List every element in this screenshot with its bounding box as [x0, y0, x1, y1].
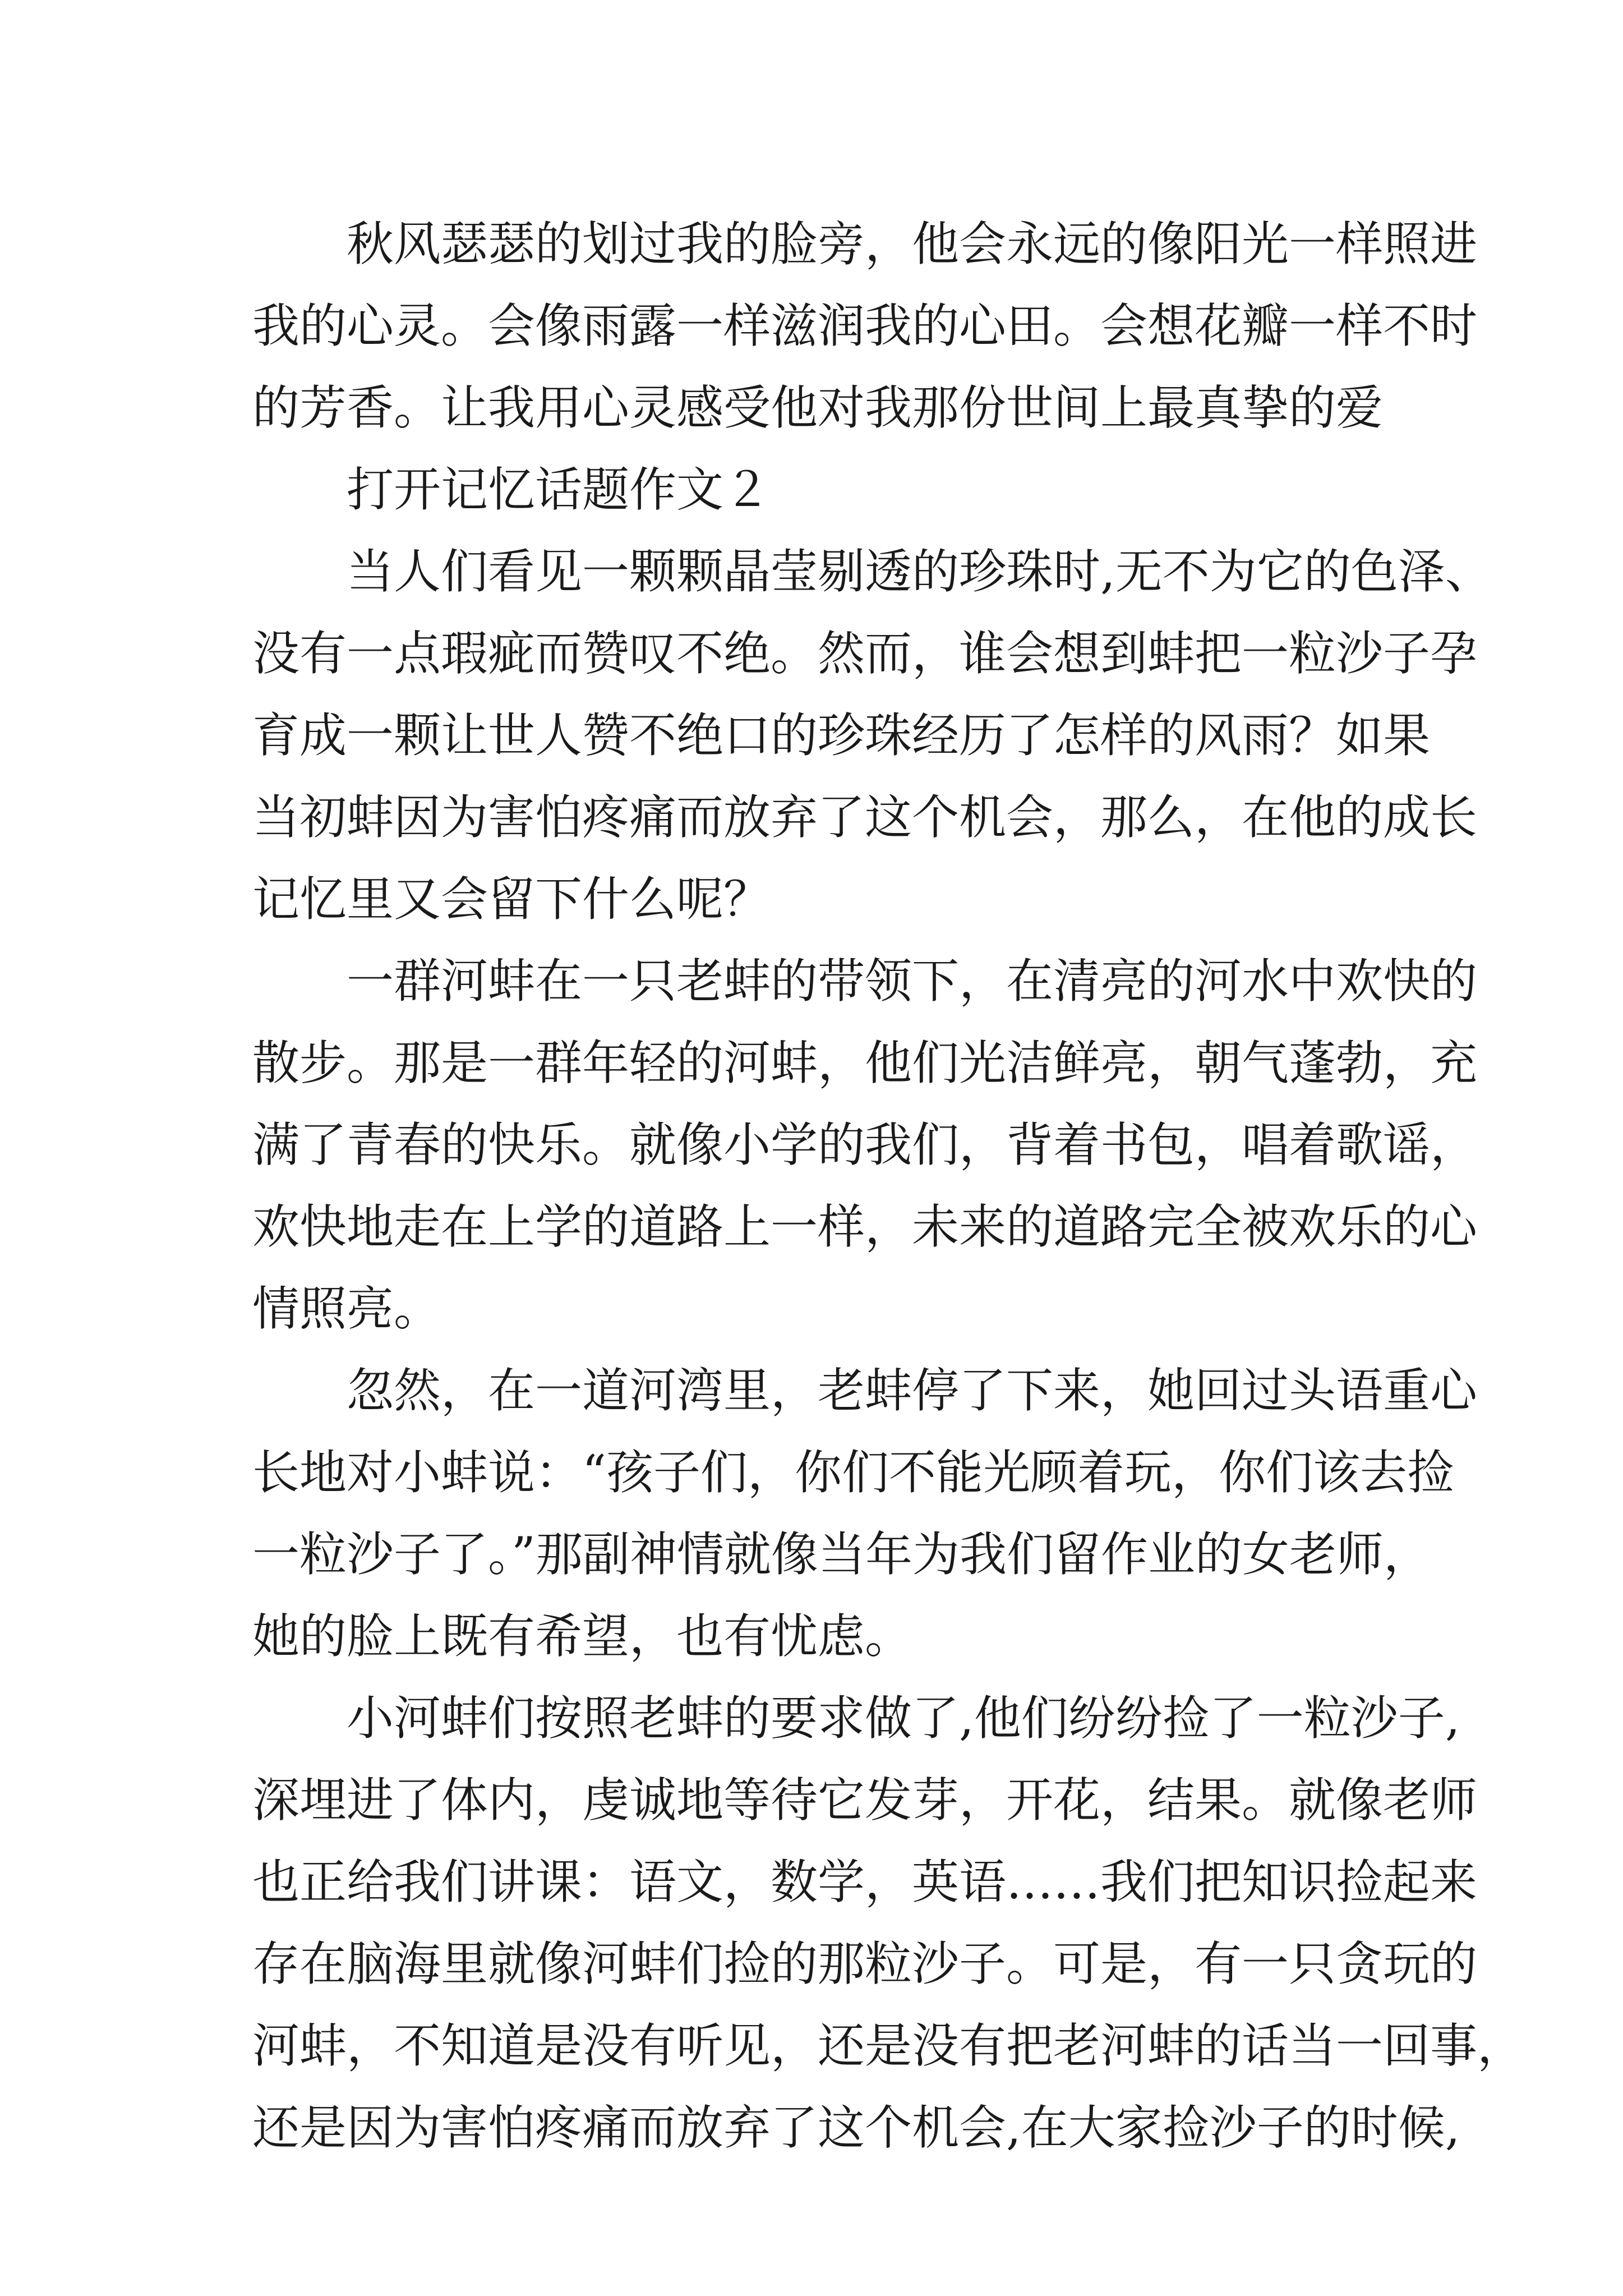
- text-line: 一粒沙子了。”那副神情就像当年为我们留作业的女老师，: [252, 1527, 1431, 1582]
- text-line: 一群河蚌在一只老蚌的带领下，在清亮的河水中欢快的: [347, 954, 1478, 1009]
- text-line: 情照亮。: [252, 1281, 441, 1336]
- text-line: 欢快地走在上学的道路上一样，未来的道路完全被欢乐的心: [252, 1199, 1478, 1254]
- text-line: 她的脸上既有希望，也有忧虑。: [252, 1609, 912, 1664]
- text-line: 也正给我们讲课：语文，数学，英语……我们把知识捡起来: [252, 1855, 1478, 1910]
- text-line: 散步。那是一群年轻的河蚌，他们光洁鲜亮，朝气蓬勃，充: [252, 1036, 1478, 1091]
- text-line: 记忆里又会留下什么呢？: [252, 872, 771, 927]
- text-line: 小河蚌们按照老蚌的要求做了,他们纷纷捡了一粒沙子,: [347, 1691, 1460, 1746]
- text-line: 没有一点瑕疵而赞叹不绝。然而，谁会想到蚌把一粒沙子孕: [252, 626, 1478, 681]
- text-line: 满了青春的快乐。就像小学的我们，背着书包，唱着歌谣，: [252, 1117, 1478, 1172]
- text-line: 我的心灵。会像雨露一样滋润我的心田。会想花瓣一样不时: [252, 298, 1478, 353]
- text-line: 忽然，在一道河湾里，老蚌停了下来，她回过头语重心: [347, 1363, 1478, 1418]
- text-line: 当人们看见一颗颗晶莹剔透的珍珠时,无不为它的色泽、: [347, 544, 1492, 599]
- text-line: 长地对小蚌说：“孩子们，你们不能光顾着玩，你们该去捡: [252, 1445, 1454, 1500]
- text-line: 还是因为害怕疼痛而放弃了这个机会,在大家捡沙子的时候,: [252, 2100, 1460, 2155]
- text-line: 打开记忆话题作文２: [347, 462, 771, 517]
- text-line: 育成一颗让世人赞不绝口的珍珠经历了怎样的风雨？如果: [252, 708, 1431, 763]
- essay-text: [252, 203, 1525, 2169]
- text-line: 存在脑海里就像河蚌们捡的那粒沙子。可是，有一只贪玩的: [252, 1936, 1478, 1991]
- text-line: 河蚌，不知道是没有听见，还是没有把老河蚌的话当一回事，: [252, 2018, 1525, 2073]
- text-line: 深埋进了体内，虔诚地等待它发芽，开花，结果。就像老师: [252, 1773, 1478, 1828]
- text-line: 秋风瑟瑟的划过我的脸旁，他会永远的像阳光一样照进: [347, 217, 1478, 272]
- text-line: 当初蚌因为害怕疼痛而放弃了这个机会，那么，在他的成长: [252, 790, 1478, 845]
- text-line: 的芳香。让我用心灵感受他对我那份世间上最真挚的爱: [252, 380, 1384, 435]
